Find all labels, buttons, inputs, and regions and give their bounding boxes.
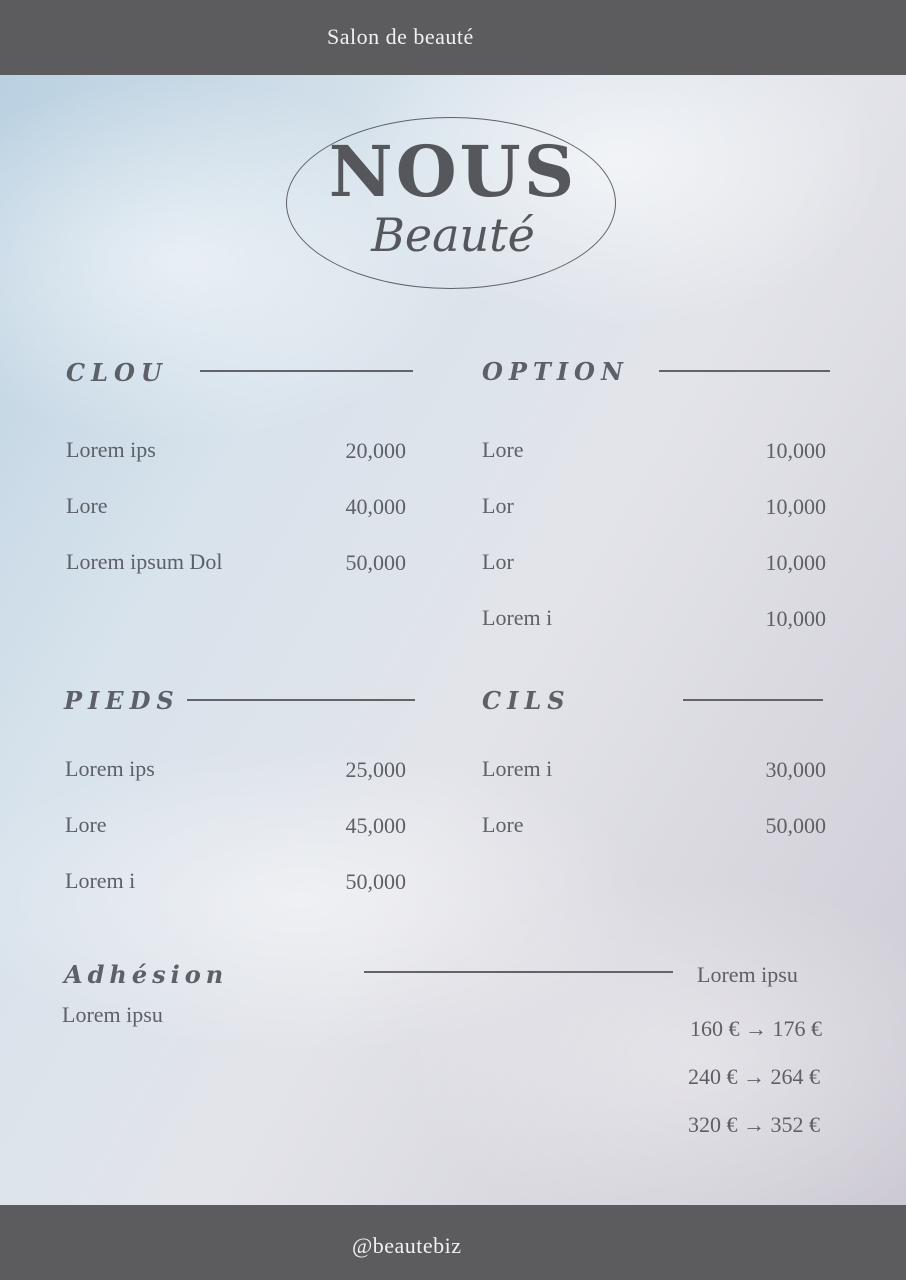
list-item-price: 40,000 — [345, 494, 406, 519]
list-item-price: 25,000 — [345, 757, 406, 782]
footer-bar — [0, 1205, 906, 1280]
section-rule-adhesion — [364, 971, 673, 973]
adhesion-price: 320 € → 352 € — [688, 1112, 820, 1137]
list-item-name: Lore — [66, 493, 108, 518]
list-item-name: Lore — [65, 812, 107, 837]
list-item-name: Lorem ipsum Dol — [66, 549, 223, 574]
list-item-name: Lorem i — [482, 605, 553, 630]
section-rule-clou — [200, 370, 413, 372]
list-item-price: 50,000 — [765, 813, 826, 838]
adhesion-subtitle: Lorem ipsu — [62, 1002, 163, 1027]
section-rule-pieds — [187, 699, 415, 701]
adhesion-price: 240 € → 264 € — [688, 1064, 820, 1089]
list-item-name: Lor — [482, 549, 514, 574]
social-handle: @beautebiz — [352, 1233, 462, 1258]
list-item-name: Lorem ips — [65, 756, 155, 781]
list-item-price: 10,000 — [765, 606, 826, 631]
list-item-name: Lorem ips — [66, 437, 156, 462]
list-item-price: 10,000 — [765, 550, 826, 575]
logo-title: NOUS — [328, 130, 578, 213]
list-item-price: 50,000 — [345, 869, 406, 894]
section-title-cils: CILS — [482, 686, 571, 715]
header-bar — [0, 0, 906, 75]
list-item-price: 30,000 — [765, 757, 826, 782]
list-item-name: Lorem i — [482, 756, 553, 781]
section-rule-cils — [683, 699, 823, 701]
section-title-option: OPTION — [482, 357, 629, 386]
section-title-adhesion: Adhésion — [64, 960, 229, 989]
list-item-name: Lor — [482, 493, 514, 518]
salon-title: Salon de beauté — [327, 24, 474, 49]
adhesion-right-label: Lorem ipsu — [697, 962, 798, 987]
section-rule-option — [659, 370, 830, 372]
list-item-price: 45,000 — [345, 813, 406, 838]
section-title-pieds: PIEDS — [64, 686, 180, 715]
list-item-name: Lore — [482, 437, 524, 462]
adhesion-price: 160 € → 176 € — [690, 1016, 822, 1041]
list-item-price: 20,000 — [345, 438, 406, 463]
list-item-name: Lore — [482, 812, 524, 837]
list-item-price: 10,000 — [765, 494, 826, 519]
list-item-name: Lorem i — [65, 868, 136, 893]
section-title-clou: CLOU — [66, 358, 168, 387]
logo-script: Beauté — [371, 208, 535, 262]
list-item-price: 50,000 — [345, 550, 406, 575]
list-item-price: 10,000 — [765, 438, 826, 463]
